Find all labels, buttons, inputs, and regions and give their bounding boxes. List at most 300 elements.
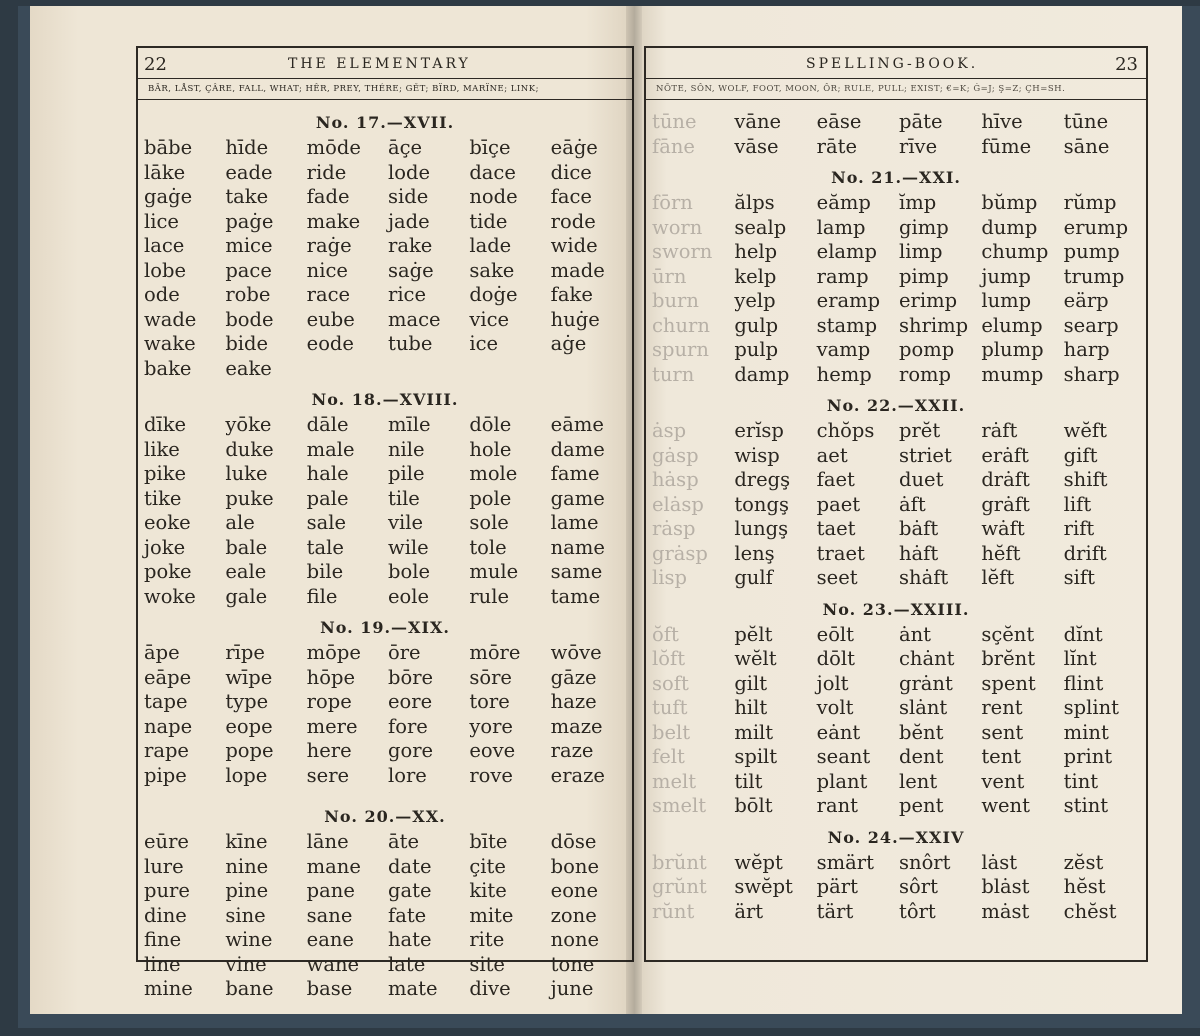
spelling-word: sealp bbox=[734, 215, 787, 239]
spelling-word: eāme bbox=[550, 413, 604, 436]
spelling-word: paet bbox=[816, 492, 861, 516]
spelling-word: dīke bbox=[144, 413, 187, 436]
spelling-word: eone bbox=[550, 879, 599, 902]
spelling-word: maze bbox=[550, 714, 603, 738]
spelling-word: wīpe bbox=[225, 665, 273, 689]
spelling-word: ice bbox=[469, 332, 499, 355]
spelling-word: erimp bbox=[899, 289, 958, 312]
spelling-word: chump bbox=[981, 240, 1049, 263]
spelling-word: mīle bbox=[388, 413, 431, 436]
spelling-word: pärt bbox=[816, 875, 858, 898]
spelling-word: plant bbox=[816, 769, 868, 793]
spelling-word: fake bbox=[550, 283, 593, 306]
spelling-word: pope bbox=[225, 739, 274, 762]
spelling-word: lungş bbox=[734, 517, 789, 540]
left-page-frame bbox=[136, 46, 634, 1000]
spelling-word: doġe bbox=[469, 283, 518, 306]
spelling-word: bide bbox=[225, 332, 269, 355]
spelling-word: mine bbox=[144, 977, 193, 1000]
spelling-word: vamp bbox=[816, 338, 871, 361]
spelling-word: fame bbox=[550, 462, 600, 485]
lesson-section bbox=[138, 387, 632, 609]
spelling-word: sane bbox=[306, 903, 353, 927]
spelling-word: lisp bbox=[652, 566, 687, 589]
word-grid bbox=[646, 191, 1146, 387]
spelling-word: fine bbox=[144, 928, 182, 951]
spelling-word: pimp bbox=[899, 264, 949, 288]
spelling-word: bŭmp bbox=[981, 191, 1038, 214]
spelling-word: pike bbox=[144, 462, 187, 485]
spelling-word: ȧft bbox=[899, 492, 926, 516]
spelling-word: jolt bbox=[816, 671, 849, 695]
spelling-word: take bbox=[225, 185, 269, 208]
spelling-word: dive bbox=[469, 977, 511, 1000]
spelling-word: dōlt bbox=[816, 647, 855, 670]
spelling-word: rite bbox=[469, 928, 505, 951]
spelling-word: mace bbox=[388, 307, 441, 331]
spelling-word: sharp bbox=[1063, 362, 1120, 386]
spelling-word: bale bbox=[225, 535, 268, 559]
spelling-word: eȧnt bbox=[816, 720, 861, 744]
spelling-word: kīne bbox=[225, 830, 268, 853]
spelling-word: rope bbox=[306, 690, 352, 713]
spelling-word: shrimp bbox=[899, 313, 969, 337]
spelling-word: hȧft bbox=[899, 541, 939, 565]
spelling-word: elamp bbox=[816, 240, 878, 263]
spelling-word: pipe bbox=[144, 763, 187, 787]
spelling-word: lāne bbox=[306, 830, 349, 853]
spelling-word: like bbox=[144, 437, 180, 461]
spelling-word: here bbox=[306, 739, 352, 762]
spelling-word: aġe bbox=[550, 332, 587, 355]
spelling-word: haze bbox=[550, 690, 597, 713]
spelling-word: ōre bbox=[388, 641, 421, 664]
spelling-word: kelp bbox=[734, 264, 777, 288]
spelling-word: nine bbox=[225, 854, 269, 878]
spelling-word: dāle bbox=[306, 413, 349, 436]
lesson-heading: No. 18.—XVIII. bbox=[311, 390, 459, 409]
spelling-word: luke bbox=[225, 462, 268, 485]
spelling-word: soft bbox=[652, 671, 689, 695]
spelling-word: nape bbox=[144, 714, 193, 738]
spelling-word: vile bbox=[388, 511, 424, 534]
left-page-title: THE ELEMENTARY bbox=[288, 56, 471, 72]
spelling-word: duet bbox=[899, 468, 944, 491]
spelling-word: āçe bbox=[388, 136, 423, 159]
spelling-word: ălps bbox=[734, 191, 775, 214]
spelling-word: pāte bbox=[899, 110, 943, 133]
spelling-word: mole bbox=[469, 462, 518, 485]
spelling-word: bōre bbox=[388, 665, 434, 689]
spelling-word: damp bbox=[734, 362, 790, 386]
spelling-word: lamp bbox=[816, 215, 866, 239]
right-page-number: 23 bbox=[1115, 54, 1138, 75]
spelling-word: rode bbox=[550, 209, 596, 233]
spelling-word: limp bbox=[899, 240, 943, 263]
spelling-word: lace bbox=[144, 234, 185, 257]
spelling-word: tuft bbox=[652, 696, 688, 719]
spelling-word: wade bbox=[144, 307, 197, 331]
lesson-section bbox=[138, 110, 632, 381]
spelling-word: yelp bbox=[734, 289, 776, 312]
left-page bbox=[30, 6, 634, 1014]
spelling-word: hīve bbox=[981, 110, 1023, 133]
spelling-word: rule bbox=[469, 584, 509, 608]
spelling-word: bole bbox=[388, 560, 430, 583]
spelling-word: wane bbox=[306, 952, 360, 976]
spelling-word: bȧft bbox=[899, 517, 939, 540]
spelling-word: eale bbox=[225, 560, 267, 583]
word-grid bbox=[138, 413, 632, 609]
spelling-word: bīçe bbox=[469, 136, 511, 159]
spelling-word: sāne bbox=[1063, 134, 1110, 158]
spelling-word: sift bbox=[1063, 566, 1095, 589]
spelling-word: jump bbox=[981, 264, 1031, 288]
spelling-word: hate bbox=[388, 928, 432, 951]
spelling-word: eoke bbox=[144, 511, 191, 534]
spelling-word: tube bbox=[388, 332, 433, 355]
spelling-word: lade bbox=[469, 234, 512, 257]
spelling-word: gulf bbox=[734, 566, 773, 589]
spelling-word: gȧsp bbox=[652, 443, 699, 467]
spelling-word: pump bbox=[1063, 240, 1120, 263]
spelling-word: zone bbox=[550, 903, 597, 927]
spelling-word: erȧft bbox=[981, 443, 1029, 467]
spelling-word: ūrn bbox=[652, 264, 687, 288]
spelling-word: lobe bbox=[144, 258, 186, 282]
spelling-word: lȧst bbox=[981, 850, 1018, 874]
spelling-word: vice bbox=[469, 307, 510, 331]
spelling-word: hilt bbox=[734, 696, 768, 719]
spelling-word: eramp bbox=[816, 289, 881, 312]
spelling-word: bode bbox=[225, 307, 274, 331]
spelling-word: rove bbox=[469, 763, 513, 787]
spelling-word: eake bbox=[225, 356, 272, 380]
spelling-word: dice bbox=[550, 160, 592, 184]
spelling-word: wide bbox=[550, 234, 598, 257]
lesson-heading: No. 24.—XXIV bbox=[827, 827, 965, 847]
spelling-word: swĕpt bbox=[734, 875, 793, 898]
spelling-word: spilt bbox=[734, 745, 778, 768]
right-page-content bbox=[646, 110, 1146, 930]
spelling-word: taet bbox=[816, 517, 856, 540]
spelling-word: eode bbox=[306, 332, 354, 355]
spelling-word: mump bbox=[981, 362, 1044, 386]
spelling-word: hale bbox=[306, 462, 349, 485]
spelling-word: nice bbox=[306, 258, 348, 282]
spelling-word: chĕst bbox=[1063, 899, 1117, 923]
spelling-word: āte bbox=[388, 830, 420, 853]
spelling-word: woke bbox=[144, 584, 196, 608]
spelling-word: make bbox=[306, 209, 361, 233]
spelling-word: wake bbox=[144, 332, 196, 355]
spelling-word: çite bbox=[469, 854, 506, 878]
spelling-word: dōle bbox=[469, 413, 512, 436]
spelling-word: pace bbox=[225, 258, 272, 282]
spelling-word: mice bbox=[225, 234, 273, 257]
spelling-word: vāse bbox=[734, 134, 779, 158]
spelling-word: print bbox=[1063, 745, 1113, 768]
spelling-word: fūme bbox=[981, 134, 1032, 158]
spelling-word: eāġe bbox=[550, 136, 598, 159]
spelling-word: gift bbox=[1063, 443, 1098, 467]
spelling-word: searp bbox=[1063, 313, 1119, 337]
spelling-word: gaġe bbox=[144, 185, 193, 208]
spelling-word: tide bbox=[469, 209, 508, 233]
spelling-word: eube bbox=[306, 307, 355, 331]
section-spacer bbox=[138, 1002, 632, 1008]
spelling-word: late bbox=[388, 952, 426, 976]
spelling-word: fōrn bbox=[652, 191, 693, 214]
spelling-word: poke bbox=[144, 560, 192, 583]
spelling-word: tilt bbox=[734, 769, 763, 793]
spelling-word: ĭmp bbox=[899, 191, 937, 214]
spelling-word: erump bbox=[1063, 215, 1129, 239]
lesson-section bbox=[646, 165, 1146, 387]
spelling-word: sworn bbox=[652, 240, 713, 263]
spelling-word: paġe bbox=[225, 209, 274, 233]
spelling-word: ode bbox=[144, 283, 180, 306]
spelling-word: dame bbox=[550, 437, 605, 461]
spelling-word: splint bbox=[1063, 696, 1120, 719]
spelling-word: bōlt bbox=[734, 794, 773, 817]
spelling-word: nile bbox=[388, 437, 425, 461]
spelling-word: gāze bbox=[550, 665, 597, 689]
spelling-word: lāke bbox=[144, 160, 186, 184]
spelling-word: mōpe bbox=[306, 641, 361, 664]
spelling-word: flint bbox=[1063, 671, 1104, 695]
spelling-word: eūre bbox=[144, 830, 189, 853]
spelling-word: bile bbox=[306, 560, 344, 583]
spelling-word: fāne bbox=[652, 134, 695, 158]
spelling-word: hemp bbox=[816, 362, 872, 386]
spelling-word: tärt bbox=[816, 899, 854, 923]
spelling-word: mate bbox=[388, 977, 438, 1000]
spelling-word: tile bbox=[388, 486, 420, 510]
spelling-word: fore bbox=[388, 714, 428, 738]
spelling-word: wōve bbox=[550, 641, 602, 664]
spelling-word: mite bbox=[469, 903, 514, 927]
spelling-word: rīpe bbox=[225, 641, 265, 664]
spelling-word: milt bbox=[734, 720, 774, 744]
spelling-word: eōlt bbox=[816, 622, 855, 646]
spelling-word: rake bbox=[388, 234, 433, 257]
word-grid bbox=[138, 136, 632, 381]
spelling-word: kite bbox=[469, 879, 507, 902]
spelling-word: bake bbox=[144, 356, 192, 380]
book-gutter bbox=[626, 6, 642, 1014]
spelling-word: rape bbox=[144, 739, 189, 762]
spelling-word: ȧnt bbox=[899, 622, 932, 646]
lesson-section bbox=[646, 825, 1146, 925]
spelling-word: vāne bbox=[734, 110, 782, 133]
spelling-word: tone bbox=[550, 952, 595, 976]
spelling-word: bĕnt bbox=[899, 720, 944, 744]
spelling-word: huġe bbox=[550, 307, 600, 331]
spelling-word: raze bbox=[550, 739, 594, 762]
spelling-word: pole bbox=[469, 486, 512, 510]
right-page bbox=[634, 6, 1182, 1014]
spelling-word: dump bbox=[981, 215, 1038, 239]
spelling-word: hōpe bbox=[306, 665, 355, 689]
spelling-word: june bbox=[550, 977, 594, 1000]
lesson-section bbox=[138, 804, 632, 1002]
spelling-word: name bbox=[550, 535, 605, 559]
spelling-word: eāpe bbox=[144, 665, 192, 689]
spelling-word: eärp bbox=[1063, 289, 1109, 312]
spelling-word: hīde bbox=[225, 136, 269, 159]
spelling-word: race bbox=[306, 283, 351, 306]
spelling-word: ride bbox=[306, 160, 347, 184]
lesson-heading: No. 20.—XX. bbox=[324, 807, 446, 826]
spelling-word: lope bbox=[225, 763, 268, 787]
spelling-word: mȧst bbox=[981, 899, 1030, 923]
spelling-word: sçĕnt bbox=[981, 622, 1035, 646]
spelling-word: wile bbox=[388, 535, 429, 559]
spelling-word: tore bbox=[469, 690, 510, 713]
spelling-word: shift bbox=[1063, 468, 1108, 491]
spelling-word: churn bbox=[652, 313, 710, 337]
spelling-word: yōke bbox=[225, 413, 272, 436]
spelling-word: melt bbox=[652, 769, 697, 793]
spelling-word: traet bbox=[816, 541, 865, 565]
right-running-head bbox=[646, 48, 1146, 79]
spelling-word: burn bbox=[652, 289, 699, 312]
spelling-word: pĕlt bbox=[734, 622, 773, 646]
spelling-word: sōre bbox=[469, 665, 512, 689]
spelling-word: gimp bbox=[899, 215, 949, 239]
spelling-word: raġe bbox=[306, 234, 352, 257]
spelling-word: faet bbox=[816, 468, 855, 491]
spelling-word: made bbox=[550, 258, 605, 282]
lesson-heading: No. 23.—XXIII. bbox=[822, 599, 970, 619]
spelling-word: lump bbox=[981, 289, 1032, 312]
spelling-word: elȧsp bbox=[652, 492, 704, 516]
spelling-word: lode bbox=[388, 160, 430, 184]
spelling-word: same bbox=[550, 560, 603, 583]
spelling-word: bone bbox=[550, 854, 599, 878]
spelling-word: eămp bbox=[816, 191, 871, 214]
right-page-frame bbox=[644, 46, 1148, 962]
spelling-word: pile bbox=[388, 462, 425, 485]
spelling-word: rice bbox=[388, 283, 427, 306]
spelling-word: mint bbox=[1063, 720, 1109, 744]
spelling-word: lore bbox=[388, 763, 427, 787]
spelling-word: jade bbox=[388, 209, 430, 233]
section-spacer bbox=[138, 788, 632, 804]
spelling-word: sent bbox=[981, 720, 1024, 744]
spelling-word: eore bbox=[388, 690, 433, 713]
right-pronunciation-key: NŌTE, SÔN, WOLF, FOOT, MOON, ÔR; RULE, PULL; EXIST; €=K; Ġ=J; Ş=Z; ÇH=SH. bbox=[646, 79, 1146, 100]
word-grid bbox=[646, 110, 1146, 159]
spelling-word: trump bbox=[1063, 264, 1125, 288]
lesson-heading: No. 21.—XXI. bbox=[831, 168, 961, 187]
spelling-word: gulp bbox=[734, 313, 779, 337]
spelling-word: none bbox=[550, 928, 600, 951]
spelling-word: date bbox=[388, 854, 432, 878]
spelling-word: brŭnt bbox=[652, 850, 707, 874]
spelling-word: ȧsp bbox=[652, 419, 687, 442]
spelling-word: tôrt bbox=[899, 899, 936, 923]
spelling-word: ramp bbox=[816, 264, 869, 288]
spelling-word: type bbox=[225, 690, 269, 713]
spelling-word: eade bbox=[225, 160, 273, 184]
spelling-word: help bbox=[734, 240, 778, 263]
spelling-word: saġe bbox=[388, 258, 434, 282]
spelling-word: wĕpt bbox=[734, 850, 783, 874]
word-grid bbox=[646, 419, 1146, 591]
spelling-word: chŏps bbox=[816, 419, 875, 442]
spelling-word: pulp bbox=[734, 338, 779, 361]
spelling-word: lift bbox=[1063, 492, 1092, 516]
spelling-word: ärt bbox=[734, 899, 764, 923]
spelling-word: tike bbox=[144, 486, 182, 510]
spelling-word: elump bbox=[981, 313, 1043, 337]
spelling-word: wĕlt bbox=[734, 647, 777, 670]
spelling-word: lent bbox=[899, 769, 938, 793]
spelling-word: snôrt bbox=[899, 850, 951, 874]
spelling-word: eove bbox=[469, 739, 516, 762]
spelling-word: joke bbox=[144, 535, 186, 559]
spelling-word: drift bbox=[1063, 541, 1107, 565]
spelling-word: went bbox=[981, 794, 1030, 817]
spelling-word: wine bbox=[225, 928, 273, 951]
spelling-word: seant bbox=[816, 745, 871, 768]
word-grid bbox=[646, 851, 1146, 925]
spelling-word: belt bbox=[652, 720, 691, 744]
spelling-word: worn bbox=[652, 215, 703, 239]
spelling-word: vent bbox=[981, 769, 1025, 793]
spelling-word: tape bbox=[144, 690, 188, 713]
spelling-word: mule bbox=[469, 560, 519, 583]
spelling-word: rant bbox=[816, 794, 858, 817]
spelling-word: rīve bbox=[899, 134, 938, 158]
spelling-word: duke bbox=[225, 437, 274, 461]
spelling-word: sôrt bbox=[899, 875, 938, 898]
spelling-word: pent bbox=[899, 794, 944, 817]
spelling-word: tint bbox=[1063, 769, 1099, 793]
spelling-word: rȧft bbox=[981, 419, 1018, 442]
left-page-number: 22 bbox=[144, 54, 167, 75]
spelling-word: felt bbox=[652, 745, 685, 768]
spelling-word: stint bbox=[1063, 794, 1109, 817]
spelling-word: rent bbox=[981, 696, 1023, 719]
spelling-word: volt bbox=[816, 696, 854, 719]
spelling-word: gale bbox=[225, 584, 268, 608]
spelling-word: lĕft bbox=[981, 566, 1015, 589]
spelling-word: dōse bbox=[550, 830, 597, 853]
spelling-word: rāte bbox=[816, 134, 857, 158]
spelling-word: sake bbox=[469, 258, 515, 282]
spelling-word: wĕft bbox=[1063, 419, 1107, 442]
lesson-heading: No. 19.—XIX. bbox=[320, 618, 450, 637]
spelling-word: eane bbox=[306, 928, 354, 951]
spelling-word: lure bbox=[144, 854, 184, 878]
spelling-word: eāse bbox=[816, 110, 862, 133]
spelling-word: eope bbox=[225, 714, 273, 738]
spelling-word: ale bbox=[225, 511, 255, 534]
spelling-word: aet bbox=[816, 443, 848, 467]
spelling-word: tole bbox=[469, 535, 507, 559]
spelling-word: wisp bbox=[734, 443, 780, 467]
spelling-word: hĕft bbox=[981, 541, 1021, 565]
spelling-word: sine bbox=[225, 903, 266, 927]
spelling-word: dent bbox=[899, 745, 944, 768]
spelling-word: lice bbox=[144, 209, 179, 233]
spelling-word: fate bbox=[388, 903, 427, 927]
spelling-word: base bbox=[306, 977, 353, 1000]
spelling-word: sole bbox=[469, 511, 509, 534]
